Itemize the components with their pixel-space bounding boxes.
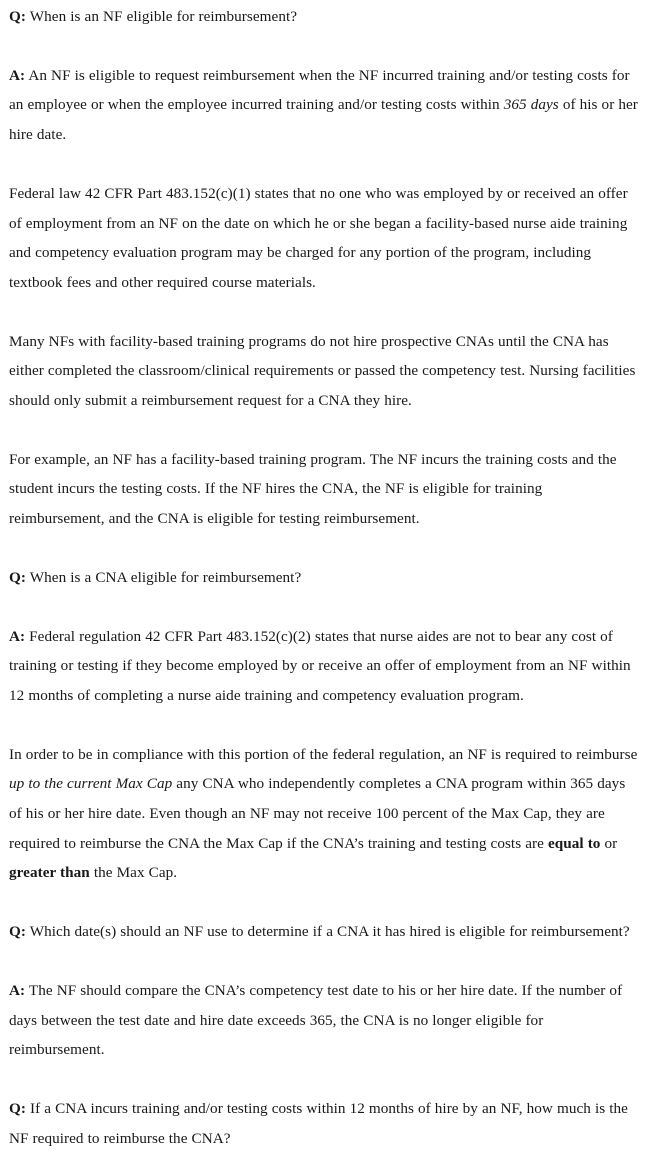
question-marker: Q:	[9, 1099, 26, 1117]
faq-answer	[9, 976, 640, 1065]
body-paragraph	[9, 327, 640, 416]
text-run: If a CNA incurs training and/or testing costs within 12 months of hire by an NF, how much is the NF required to reimburse the CNA?	[9, 1099, 628, 1147]
text-run: Many NFs with facility-based training programs do not hire prospective CNAs until the CNA has either completed the classroom/clinical requirements or passed the competency test. Nursing facilities should only submit a reimbursement request for a CNA they hire.	[9, 332, 636, 410]
faq-answer	[9, 622, 640, 711]
text-run: or	[600, 834, 618, 852]
text-run: Which date(s) should an NF use to determine if a CNA it has hired is eligible for reimbursement?	[25, 923, 630, 941]
emphasis-italic: up to the current Max Cap	[9, 775, 173, 793]
emphasis-bold: equal to	[547, 834, 601, 852]
body-paragraph	[9, 179, 640, 298]
faq-question	[9, 2, 640, 32]
question-marker: Q:	[9, 923, 26, 941]
text-run: The NF should compare the CNA’s competency test date to his or her hire date. If the number of days between the test date and hire date exceeds 365, the CNA is no longer eligible for reimbursement.	[9, 981, 623, 1059]
text-run: the Max Cap.	[89, 864, 178, 882]
answer-marker: A:	[9, 981, 26, 999]
faq-question	[9, 1094, 640, 1153]
document-body	[9, 2, 640, 1153]
text-run: In order to be in compliance with this portion of the federal regulation, an NF is required to reimburse	[9, 745, 638, 763]
faq-answer	[9, 61, 640, 150]
emphasis-bold: greater than	[9, 864, 90, 882]
text-run: When is a CNA eligible for reimbursement?	[25, 568, 302, 586]
text-run: Federal regulation 42 CFR Part 483.152(c)(2) states that nurse aides are not to bear any cost of training or testing if they become employed by or receive an offer of employment from an NF within 12 months of completing a nurse aide training and competency evaluation program.	[9, 627, 631, 704]
answer-marker: A:	[9, 66, 26, 84]
text-run: An NF is eligible to request reimbursement when the NF incurred training and/or testing costs for an employee or when the employee incurred training and/or testing costs within	[9, 66, 630, 114]
emphasis-italic: 365 days	[503, 96, 559, 114]
faq-question	[9, 563, 640, 593]
text-run: Federal law 42 CFR Part 483.152(c)(1) states that no one who was employed by or received an offer of employment from an NF on the date on which he or she began a facility-based nurse aide training and competency evaluation program may be charged for any portion of the program, including textbook fees and other required course materials.	[9, 184, 628, 291]
question-marker: Q:	[9, 8, 26, 25]
body-paragraph	[9, 740, 640, 889]
faq-question	[9, 917, 640, 947]
text-run: When is an NF eligible for reimbursement?	[25, 8, 298, 25]
text-run: For example, an NF has a facility-based training program. The NF incurs the training costs and the student incurs the testing costs. If the NF hires the CNA, the NF is eligible for training reimbursement, and the CNA is eligible for testing reimbursement.	[9, 450, 617, 528]
text-run: any CNA who independently completes a CNA program within 365 days of his or her hire date. Even though an NF may not receive 100 percent of the Max Cap, they are required to reimburse the CNA the Max Cap if the CNA’s training and testing costs are	[9, 775, 626, 852]
body-paragraph	[9, 445, 640, 534]
text-run: of his or her hire date.	[9, 96, 638, 144]
question-marker: Q:	[9, 568, 26, 586]
answer-marker: A:	[9, 627, 26, 645]
